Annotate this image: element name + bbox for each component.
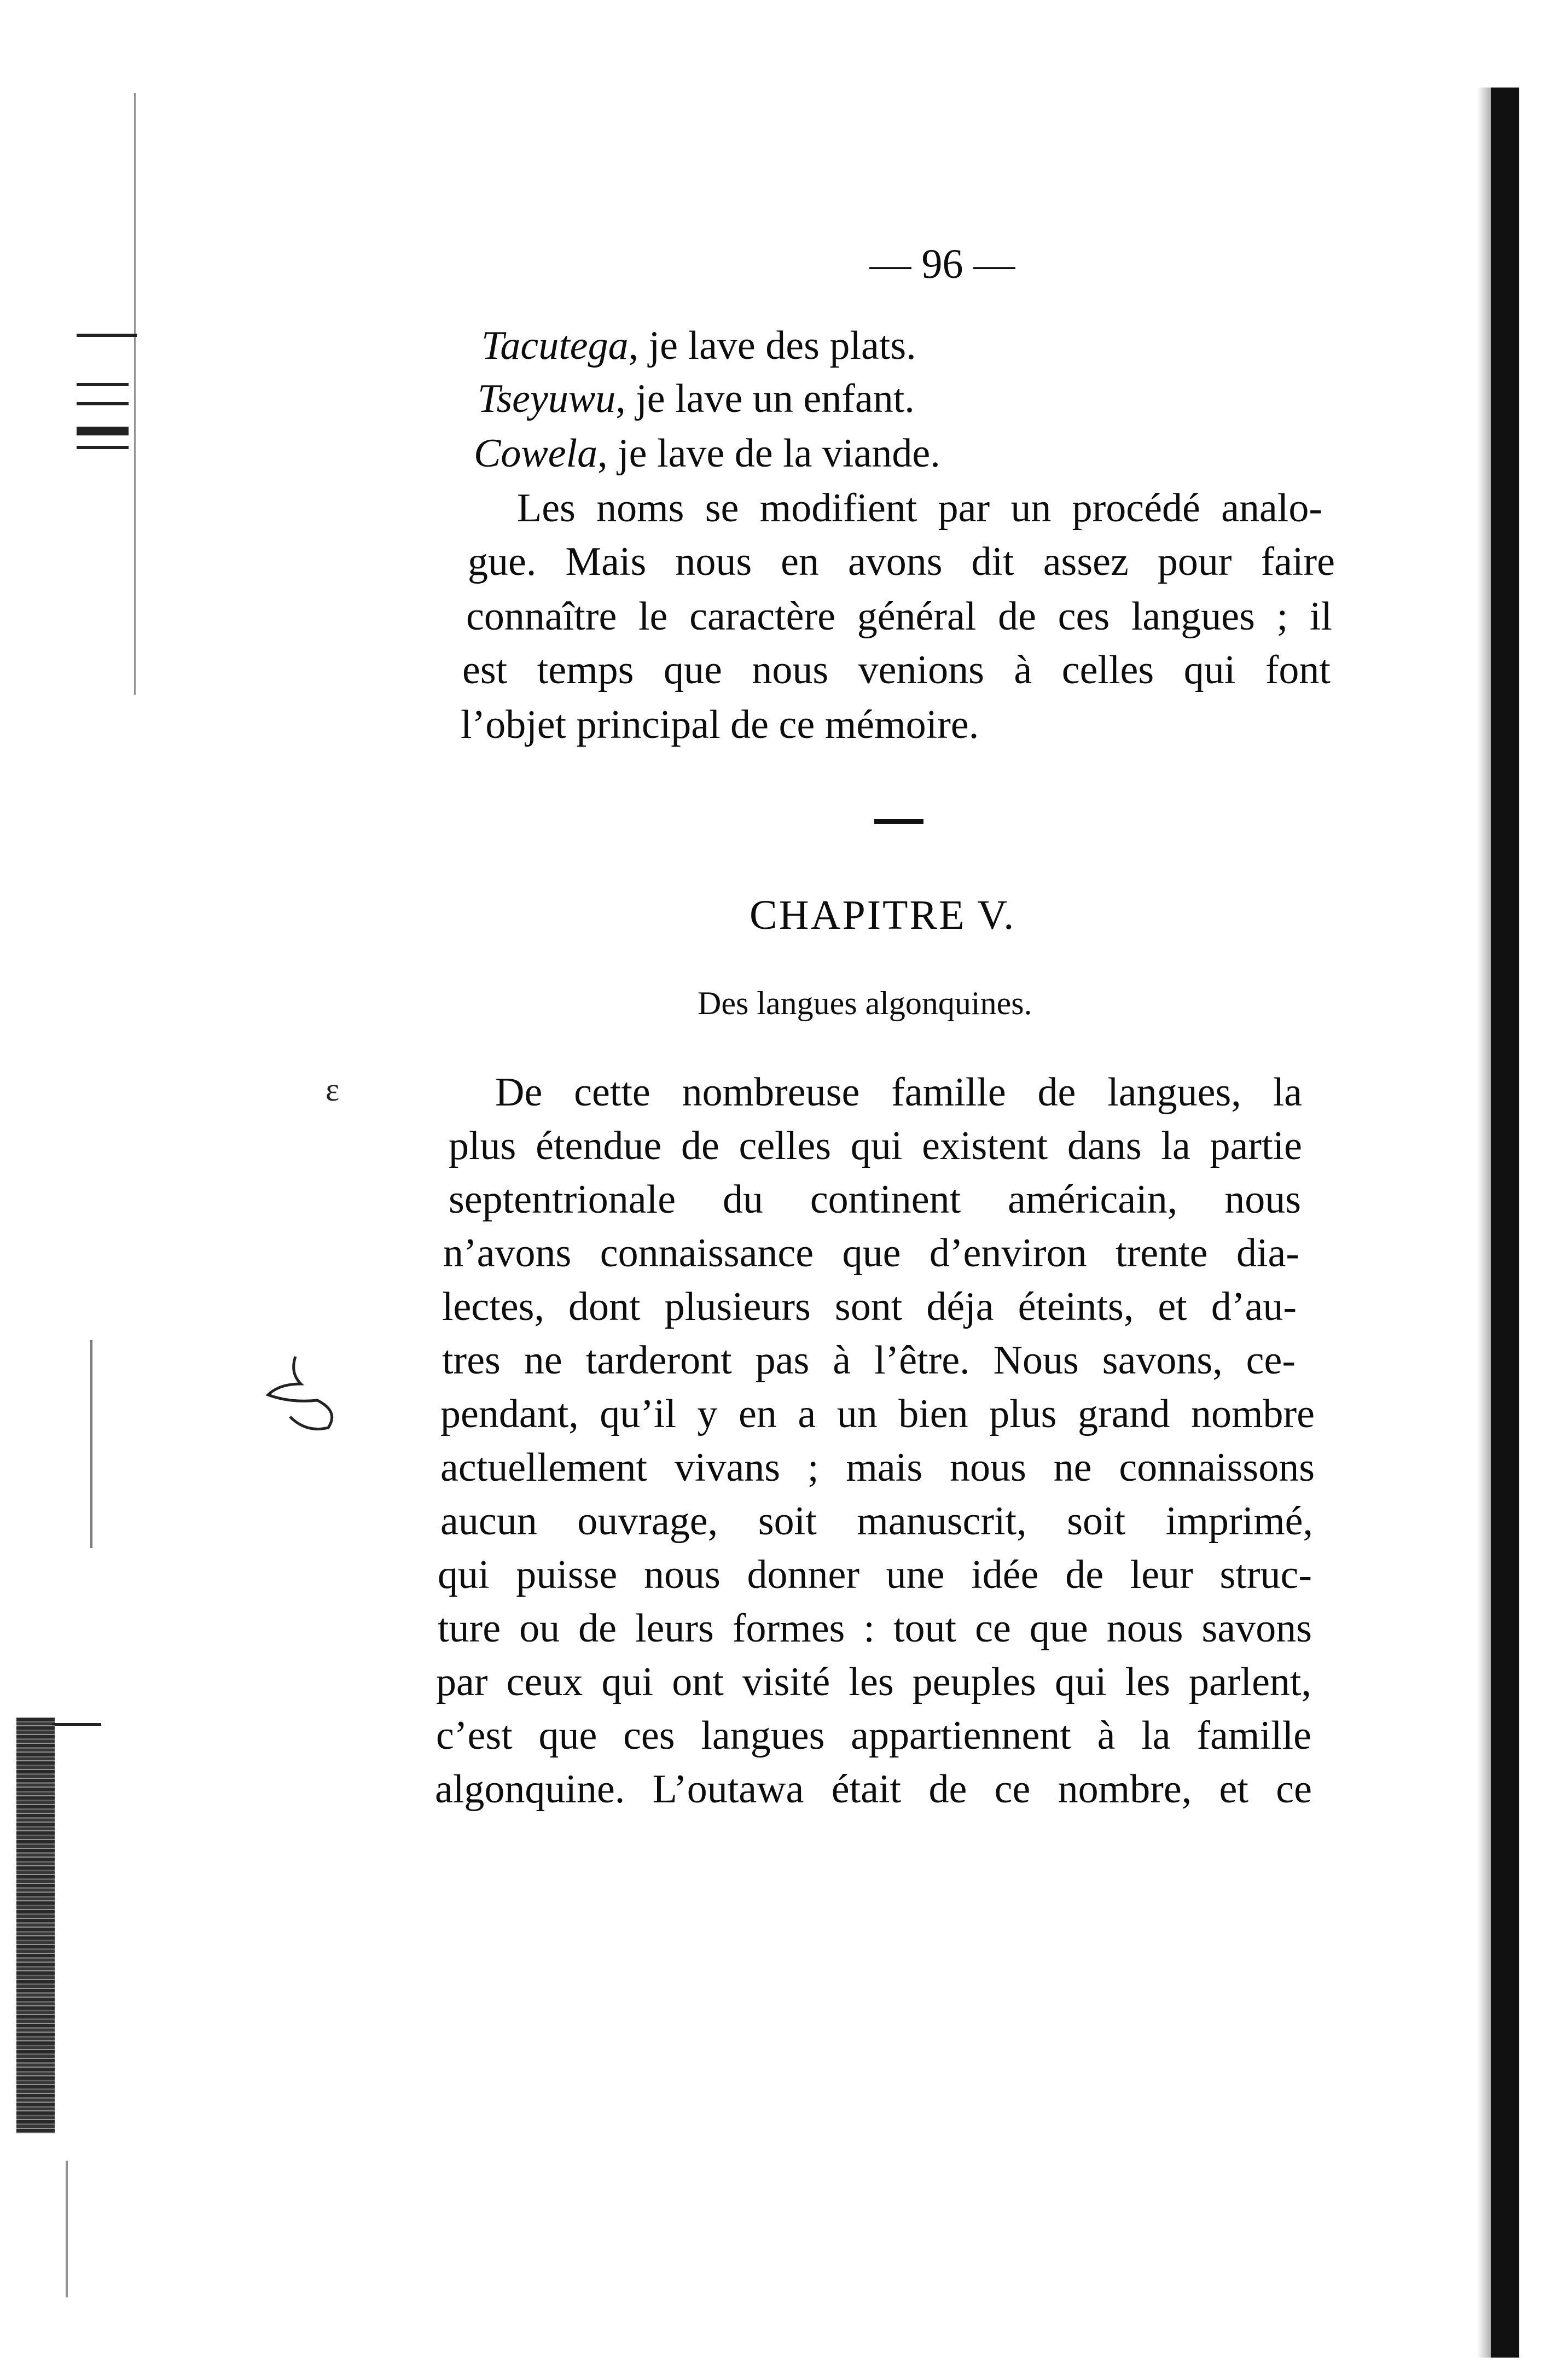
scan-artifact-line xyxy=(134,93,136,695)
scan-artifact-bar xyxy=(77,383,129,386)
paragraph-line: c’est que ces langues appartiennent à la famille xyxy=(436,1713,1311,1758)
paragraph-line: l’objet principal de ce mémoire. xyxy=(461,702,979,747)
page-number: — 96 — xyxy=(869,241,1015,287)
paragraph-line: qui puisse nous donner une idée de leur struc- xyxy=(438,1552,1312,1597)
paragraph-line: ture ou de leurs formes : tout ce que nous savons xyxy=(438,1606,1312,1651)
handwritten-mark xyxy=(257,1351,350,1433)
page-number-header xyxy=(0,241,1551,288)
paragraph-line: plus étendue de celles qui existent dans la partie xyxy=(449,1124,1302,1168)
paragraph-line: pendant, qu’il y en a un bien plus grand nombre xyxy=(440,1392,1315,1436)
scan-artifact-bar xyxy=(52,1723,101,1726)
paragraph-line: est temps que nous venions à celles qui font xyxy=(462,648,1331,693)
chapter-subtitle: Des langues algonquines. xyxy=(698,985,1032,1021)
scan-artifact-bar xyxy=(77,427,129,435)
example-word: Tseyuwu xyxy=(478,376,616,421)
example-gloss: , je lave des plats. xyxy=(628,323,916,368)
paragraph-line: aucun ouvrage, soit manuscrit, soit imprimé, xyxy=(440,1499,1313,1544)
scan-artifact-bar xyxy=(77,402,129,405)
example-line xyxy=(481,325,916,366)
scan-artifact-bar xyxy=(77,334,137,337)
scan-edge-right xyxy=(1491,88,1519,2358)
example-line xyxy=(478,376,915,421)
paragraph-line: Les noms se modifient par un procédé analo- xyxy=(517,486,1322,531)
example-word: Cowela xyxy=(474,431,598,476)
example-gloss: , je lave un enfant. xyxy=(615,376,915,421)
paragraph-line: tres ne tarderont pas à l’être. Nous savons, ce- xyxy=(442,1338,1296,1383)
paragraph-line: De cette nombreuse famille de langues, la xyxy=(495,1070,1302,1115)
scan-artifact-line xyxy=(90,1340,92,1548)
paragraph-line: par ceux qui ont visité les peuples qui les parlent, xyxy=(436,1660,1311,1704)
scan-edge-shadow xyxy=(1477,88,1492,2358)
paragraph-line: algonquine. L’outawa était de ce nombre, et ce xyxy=(435,1767,1312,1812)
example-word: Tacutega xyxy=(481,323,629,368)
scan-artifact-line xyxy=(66,2161,68,2297)
section-divider xyxy=(874,819,923,824)
paragraph-line: septentrionale du continent américain, nous xyxy=(449,1177,1301,1222)
paragraph-line: gue. Mais nous en avons dit assez pour faire xyxy=(468,539,1335,584)
paragraph-line: n’avons connaissance que d’environ trente dia- xyxy=(443,1231,1299,1276)
paragraph-line: lectes, dont plusieurs sont déja éteints, et d’au- xyxy=(442,1284,1297,1329)
example-gloss: , je lave de la viande. xyxy=(597,431,940,476)
example-line xyxy=(474,433,940,474)
scan-artifact-bar xyxy=(77,446,129,449)
margin-mark: ε xyxy=(326,1072,340,1108)
scan-noise xyxy=(16,1718,55,2133)
paragraph-line: connaître le caractère général de ces langues ; il xyxy=(466,594,1332,639)
paragraph-line: actuellement vivans ; mais nous ne connaissons xyxy=(440,1445,1315,1490)
chapter-title: CHAPITRE V. xyxy=(750,892,1016,938)
